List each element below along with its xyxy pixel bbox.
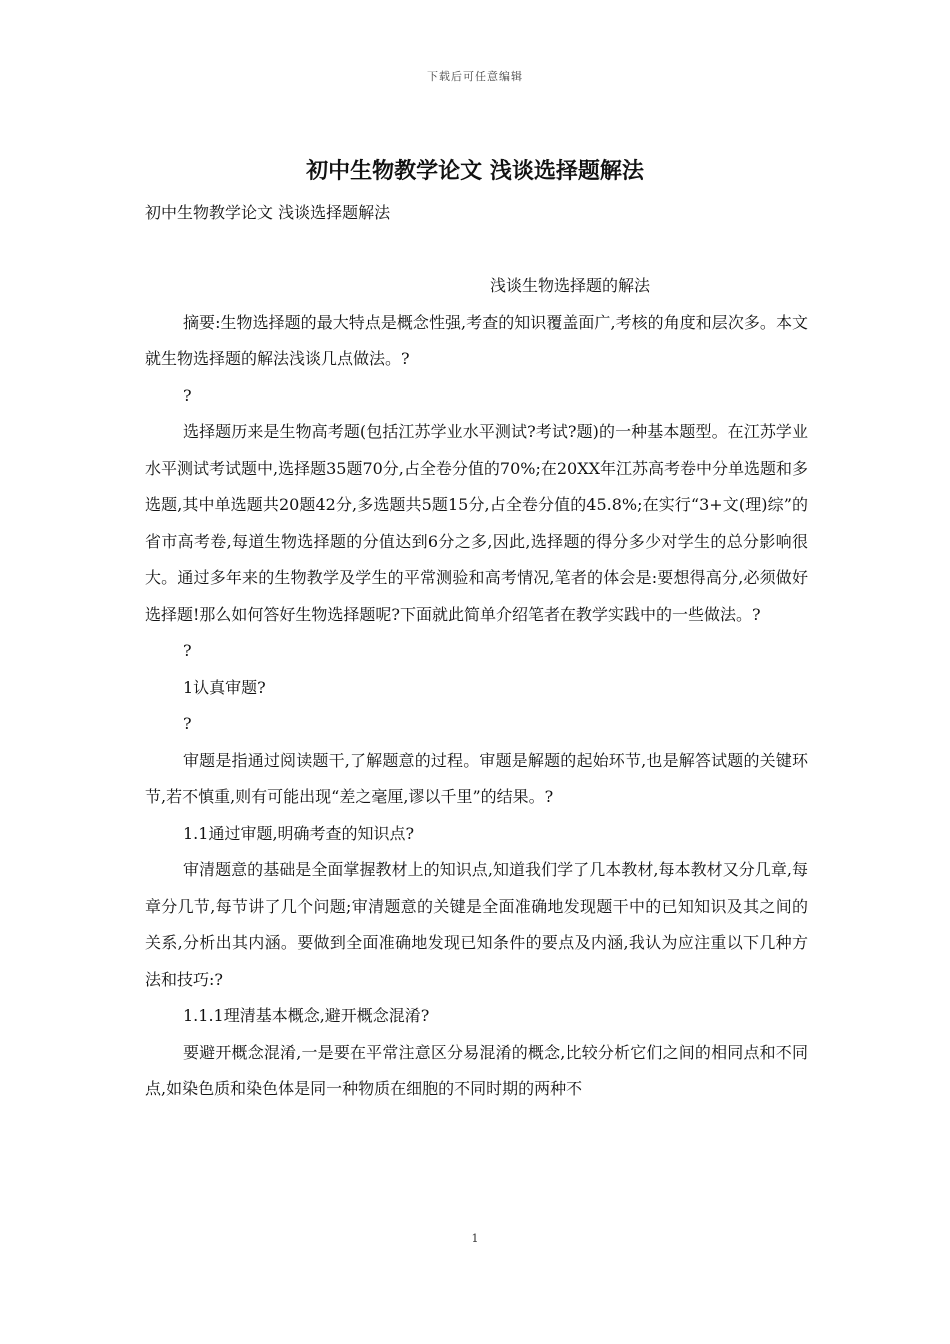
document-body bbox=[145, 195, 808, 1108]
placeholder-line: ? bbox=[183, 385, 192, 405]
section-heading-1-1: 1.1通过审题,明确考查的知识点? bbox=[183, 823, 415, 843]
body-paragraph: 要避开概念混淆,一是要在平常注意区分易混淆的概念,比较分析它们之间的相同点和不同点,如染色质和染色体是同一种物质在细胞的不同时期的两种不 bbox=[145, 1042, 808, 1098]
section-heading-1-1-1: 1.1.1理清基本概念,避开概念混淆? bbox=[183, 1006, 430, 1025]
body-paragraph: 审题是指通过阅读题干,了解题意的过程。审题是解题的起始环节,也是解答试题的关键环节,若不慎重,则有可能出现“差之毫厘,谬以千里”的结果。? bbox=[145, 750, 808, 806]
body-paragraph: 审清题意的基础是全面掌握教材上的知识点,知道我们学了几本教材,每本教材又分几章,每章分几节,每节讲了几个问题;审清题意的关键是全面准确地发现题干中的已知知识及其之间的关系,分析出其内涵。要做到全面准确地发现已知条件的要点及内涵,我认为应注重以下几种方法和技巧:? bbox=[145, 860, 808, 989]
page-header-note: 下载后可任意编辑 bbox=[427, 70, 523, 83]
document-title: 初中生物教学论文 浅谈选择题解法 bbox=[306, 158, 644, 184]
page-number: 1 bbox=[471, 1232, 479, 1245]
placeholder-line: ? bbox=[183, 641, 192, 660]
section-heading-1: 1认真审题? bbox=[183, 677, 266, 697]
subtitle-line: 初中生物教学论文 浅谈选择题解法 bbox=[145, 203, 391, 222]
placeholder-line: ? bbox=[183, 714, 192, 733]
intro-paragraph: 选择题历来是生物高考题(包括江苏学业水平测试?考试?题)的一种基本题型。在江苏学业水平测试考试题中,选择题35题70分,占全卷分值的70%;在20XX年江苏高考卷中分单选题和多选题,其中单选题共20题42分,多选题共5题15分,占全卷分值的45.8%;在实行“3+文(理)综”的省市高考卷,每道生物选择题的分值达到6分之多,因此,选择题的得分多少对学生的总分影响很大。通过多年来的生物教学及学生的平常测验和高考情况,笔者的体会是:要想得高分,必须做好选择题!那么如何答好生物选择题呢?下面就此简单介绍笔者在教学实践中的一些做法。? bbox=[145, 422, 808, 624]
abstract-paragraph: 摘要:生物选择题的最大特点是概念性强,考查的知识覆盖面广,考核的角度和层次多。本文就生物选择题的解法浅谈几点做法。? bbox=[145, 312, 808, 368]
section-heading: 浅谈生物选择题的解法 bbox=[490, 276, 651, 295]
